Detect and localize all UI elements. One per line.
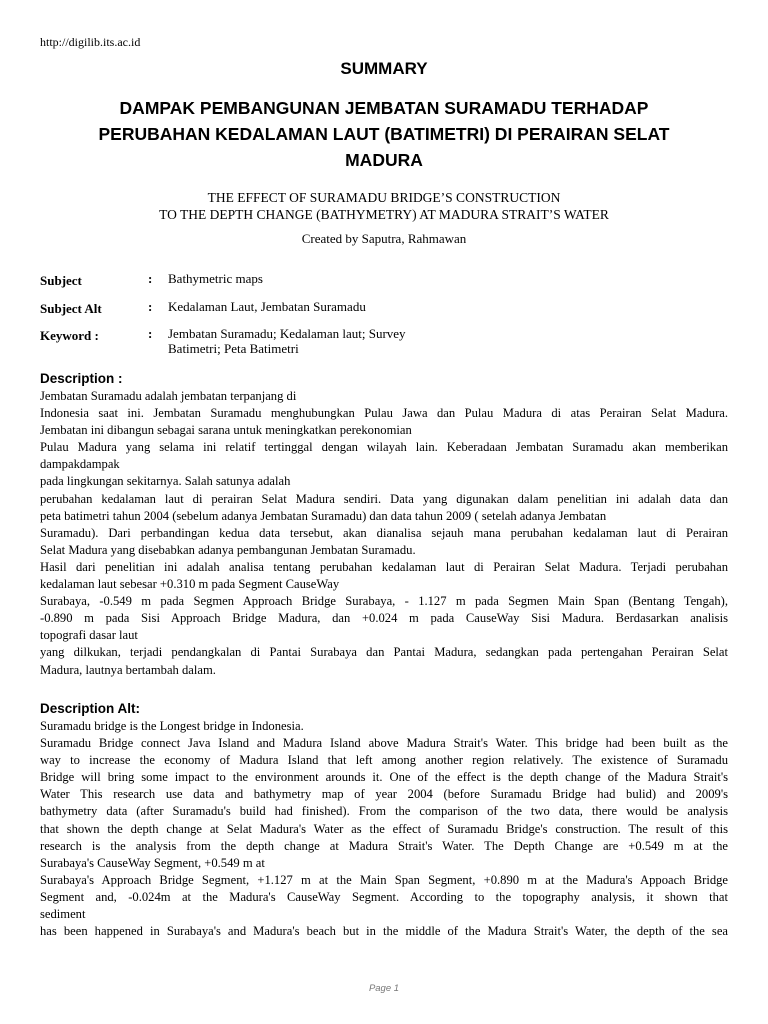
description-alt-body <box>40 718 728 940</box>
description-line: Pulau Madura yang selama ini relatif tertinggal dengan wilayah lain. Keberadaan Jembatan Suramadu akan memberikan <box>40 440 728 455</box>
description-line: yang dilkukan, terjadi pendangkalan di Pantai Surabaya dan Pantai Madura, sedangkan pada pertengahan Perairan Selat <box>40 645 728 660</box>
description-line: topografi dasar laut <box>40 628 138 643</box>
description-line: Selat Madura yang disebabkan adanya pembangunan Jembatan Suramadu. <box>40 542 416 557</box>
meta-colon: : <box>148 326 153 341</box>
meta-subject-label: Subject <box>40 273 82 288</box>
description-alt-line: Suramadu Bridge connect Java Island and Madura Island above Madura Strait's Water. This bridge had been built as the <box>40 736 728 751</box>
description-alt-line: Suramadu bridge is the Longest bridge in Indonesia. <box>40 719 304 733</box>
meta-colon: : <box>148 299 153 314</box>
description-line: Jembatan ini dibangun sebagai sarana untuk meningkatkan perekonomian <box>40 423 412 438</box>
meta-keyword-line: Batimetri; Peta Batimetri <box>168 341 299 356</box>
description-alt-line: has been happened in Surabaya's and Madura's beach but in the middle of the Madura Strait's Water, the depth of the sea <box>40 924 728 939</box>
description-line: Madura, lautnya bertambah dalam. <box>40 662 216 677</box>
page-number: Page 1 <box>368 983 400 994</box>
description-line: kedalaman laut sebesar +0.310 m pada Segment CauseWay <box>40 577 340 592</box>
description-line: dampakdampak <box>40 457 120 472</box>
description-heading: Description : <box>40 371 123 386</box>
description-line: Jembatan Suramadu adalah jembatan terpanjang di <box>40 389 297 403</box>
description-line: -0.890 m pada Sisi Approach Bridge Madura, dan +0.024 m pada CauseWay Sisi Madura. Berdasarkan analisis <box>40 611 728 626</box>
description-line: Indonesia saat ini. Jembatan Suramadu menghubungkan Pulau Jawa dan Pulau Madura di atas Perairan Selat Madura. <box>40 406 728 421</box>
title-indonesian-line: PERUBAHAN KEDALAMAN LAUT (BATIMETRI) DI PERAIRAN SELAT <box>98 124 670 144</box>
description-line: Hasil dari penelitian ini adalah analisa tentang perubahan kedalaman laut di Perairan Selat Madura. Terjadi perubahan <box>40 559 728 574</box>
author-line: Created by Saputra, Rahmawan <box>301 231 467 246</box>
title-indonesian-line: MADURA <box>345 150 423 170</box>
title-english <box>60 189 708 223</box>
summary-heading: SUMMARY <box>340 59 428 78</box>
description-alt-line: Water This research use data and bathymetry map of year 2004 (before Suramadu Bridge had bulid) and 2009's <box>40 787 728 802</box>
description-alt-line: Surabaya's Approach Bridge Segment, +1.127 m at the Main Span Segment, +0.890 m at the Madura's Appoach Bridge <box>40 872 728 887</box>
meta-keyword-line: Jembatan Suramadu; Kedalaman laut; Survey <box>168 326 406 341</box>
description-alt-line: way to increase the economy of Madura Island that left among another region relatively. The existence of Suramadu <box>40 753 728 768</box>
meta-keyword-label: Keyword : <box>40 328 99 343</box>
meta-subject-value: Bathymetric maps <box>168 271 263 286</box>
description-alt-line: that shown the depth change at Selat Madura's Water as the effect of Suramadu Bridge's construction. The result of this <box>40 821 728 836</box>
description-alt-heading: Description Alt: <box>40 701 141 716</box>
title-english-line: TO THE DEPTH CHANGE (BATHYMETRY) AT MADURA STRAIT’S WATER <box>159 207 609 222</box>
description-line: perubahan kedalaman laut di perairan Selat Madura sendiri. Data yang digunakan dalam penelitian ini adalah data dan <box>40 491 728 506</box>
description-line: Surabaya, -0.549 m pada Segmen Approach Bridge Surabaya, - 1.127 m pada Segmen Main Span (Bentang Tengah), <box>40 594 728 609</box>
title-indonesian <box>60 95 708 173</box>
description-alt-line: research is the analysis from the depth change at Madura Strait's Water. The Depth Change are +0.549 m at the <box>40 838 728 853</box>
meta-colon: : <box>148 271 153 286</box>
description-line: pada lingkungan sekitarnya. Salah satunya adalah <box>40 474 291 489</box>
source-url: http://digilib.its.ac.id <box>40 35 141 49</box>
description-alt-line: bathymetry data (after Suramadu's build had finished). From the comparison of the two data, there would be analysis <box>40 804 728 819</box>
title-indonesian-line: DAMPAK PEMBANGUNAN JEMBATAN SURAMADU TERHADAP <box>119 98 649 118</box>
meta-subject-alt-label: Subject Alt <box>40 301 102 316</box>
meta-keyword-value <box>168 326 488 356</box>
description-alt-line: Bridge will bring some impact to the environment arounds it. One of the effect is the depth change of the Madura Strait's <box>40 770 728 785</box>
description-line: Suramadu). Dari perbandingan kedua data tersebut, akan dianalisa sejauh mana perubahan kedalaman laut di Perairan <box>40 525 728 540</box>
meta-subject-alt-value: Kedalaman Laut, Jembatan Suramadu <box>168 299 366 314</box>
description-body <box>40 388 728 679</box>
description-alt-line: Segment and, -0.024m at the Madura's CauseWay Segment. According to the topography analysis, it shown that <box>40 889 728 904</box>
description-line: peta batimetri tahun 2004 (sebelum adanya Jembatan Suramadu) dan data tahun 2009 ( setelah adanya Jembatan <box>40 508 607 523</box>
description-alt-line: sediment <box>40 907 86 922</box>
title-english-line: THE EFFECT OF SURAMADU BRIDGE’S CONSTRUCTION <box>207 190 561 205</box>
description-alt-line: Surabaya's CauseWay Segment, +0.549 m at <box>40 855 265 870</box>
